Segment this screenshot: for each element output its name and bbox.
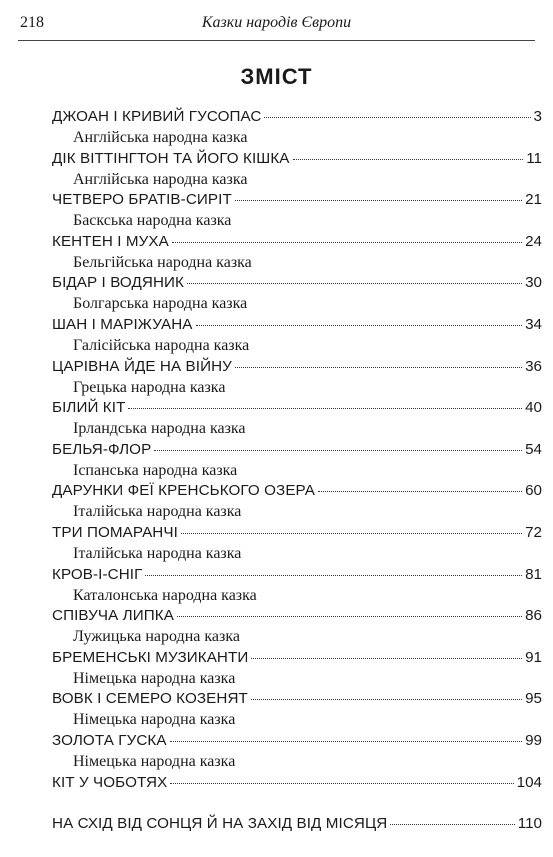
toc-dot-leader [293, 159, 524, 160]
toc-entry-page-number: 72 [525, 523, 542, 541]
toc-entry [52, 316, 542, 358]
toc-entry-line [52, 150, 542, 171]
toc-entry-page-number: 30 [525, 274, 542, 292]
toc-entry-title: ЧЕТВЕРО БРАТІВ-СИРІТ [52, 191, 232, 209]
toc-entry-line [52, 690, 542, 711]
toc-entry-title: ДІК ВІТТІНГТОН ТА ЙОГО КІШКА [52, 149, 290, 167]
toc-entry-subtitle: Лужицька народна казка [73, 628, 240, 646]
toc-entry-page-number: 36 [525, 357, 542, 375]
toc-entry-line [52, 774, 542, 795]
toc-entry-subtitle: Англійська народна казка [73, 170, 248, 188]
toc-entry-page-number: 11 [526, 149, 542, 167]
toc-entry-page-number: 86 [525, 607, 542, 625]
toc-entry-line [52, 566, 542, 587]
toc-entry [52, 441, 542, 483]
toc-entry [52, 774, 542, 816]
toc-entry [52, 482, 542, 524]
toc-entry-subtitle: Німецька народна казка [73, 752, 236, 770]
toc-entry-page-number: 104 [516, 773, 542, 791]
toc-entry [52, 690, 542, 732]
toc-entry [52, 233, 542, 275]
toc-entry-title: БРЕМЕНСЬКІ МУЗИКАНТИ [52, 648, 249, 666]
toc-entry-title: ДАРУНКИ ФЕЇ КРЕНСЬКОГО ОЗЕРА [52, 482, 315, 500]
toc-dot-leader [251, 658, 522, 659]
toc-entry-line [52, 732, 542, 753]
toc-entry-title: ДЖОАН І КРИВИЙ ГУСОПАС [52, 108, 262, 125]
toc-dot-leader [128, 408, 522, 409]
toc-entry-title: НА СХІД ВІД СОНЦЯ Й НА ЗАХІД ВІД МІСЯЦЯ [52, 815, 388, 833]
toc-dot-leader [181, 533, 522, 534]
book-title: Казки народів Європи [201, 14, 352, 31]
toc-entry-subtitle [52, 836, 542, 856]
toc-entry [52, 815, 542, 857]
toc-entry-title: КРОВ-І-СНІГ [52, 565, 143, 583]
toc-entry-line [52, 482, 542, 503]
toc-entry-subtitle: Італійська народна казка [73, 503, 242, 521]
toc-entry [52, 566, 542, 608]
toc-dot-leader [154, 450, 522, 451]
toc-dot-leader [318, 491, 522, 492]
toc-entry-page-number: 54 [525, 440, 542, 458]
running-header [20, 14, 533, 36]
toc-dot-leader [390, 824, 514, 825]
toc-dot-leader [177, 616, 522, 617]
toc-entry [52, 399, 542, 441]
toc-dot-leader [145, 575, 522, 576]
toc-entry [52, 732, 542, 774]
header-divider [18, 40, 535, 41]
toc-entry-title: КЕНТЕН І МУХА [52, 232, 169, 250]
toc-entry-page-number: 24 [525, 232, 542, 250]
toc-entry-page-number: 99 [525, 731, 542, 749]
toc-entry-title: БІЛИЙ КІТ [52, 399, 126, 417]
toc-entry-page-number: 95 [525, 690, 542, 708]
toc-dot-leader [235, 367, 522, 368]
toc-entry-line [52, 233, 542, 254]
toc-entry-line [52, 815, 542, 836]
toc-entry-title: ЦАРІВНА ЙДЕ НА ВІЙНУ [52, 357, 232, 375]
toc-entry-line [52, 399, 542, 420]
toc-entry-line [52, 649, 542, 670]
toc-list [52, 108, 542, 857]
toc-entry-subtitle [52, 795, 542, 815]
toc-entry-page-number: 60 [525, 482, 542, 500]
toc-heading: ЗМІСТ [240, 64, 313, 89]
toc-dot-leader [235, 200, 522, 201]
toc-entry [52, 274, 542, 316]
toc-entry-subtitle: Німецька народна казка [73, 711, 236, 729]
toc-entry-title: БІДАР І ВОДЯНИК [52, 274, 184, 292]
toc-entry-title: ВОВК І СЕМЕРО КОЗЕНЯТ [52, 690, 248, 708]
toc-dot-leader [172, 242, 522, 243]
toc-entry-page-number: 91 [525, 648, 542, 666]
toc-entry-page-number: 81 [525, 565, 542, 583]
toc-entry-title: ЗОЛОТА ГУСКА [52, 731, 167, 749]
toc-entry-title: ШАН І МАРІЖУАНА [52, 315, 193, 333]
toc-entry-page-number: 3 [533, 108, 542, 125]
toc-entry-title: БЕЛЬЯ-ФЛОР [52, 440, 152, 458]
toc-entry-subtitle: Італійська народна казка [73, 544, 242, 562]
toc-entry-subtitle: Баскська народна казка [73, 212, 232, 230]
toc-entry [52, 524, 542, 566]
toc-entry [52, 358, 542, 400]
toc-entry-line [52, 191, 542, 212]
toc-dot-leader [187, 283, 522, 284]
toc-entry-line [52, 441, 542, 462]
toc-entry [52, 150, 542, 192]
toc-entry [52, 191, 542, 233]
toc-entry [52, 607, 542, 649]
toc-entry-subtitle: Бельгійська народна казка [73, 253, 252, 271]
toc-entry-line [52, 108, 542, 129]
toc-entry-page-number: 34 [525, 315, 542, 333]
toc-entry-subtitle: Англійська народна казка [73, 129, 248, 146]
toc-entry-subtitle: Галісійська народна казка [73, 336, 250, 354]
page-number: 218 [20, 14, 44, 31]
toc-entry-line [52, 607, 542, 628]
toc-entry-page-number: 40 [525, 399, 542, 417]
toc-entry-subtitle: Німецька народна казка [73, 669, 236, 687]
toc-entry-title: СПІВУЧА ЛИПКА [52, 607, 174, 625]
toc-entry [52, 649, 542, 691]
toc-dot-leader [170, 783, 513, 784]
toc-entry-page-number: 21 [525, 191, 542, 209]
toc-entry-title: КІТ У ЧОБОТЯХ [52, 773, 168, 791]
toc-entry-title: ТРИ ПОМАРАНЧІ [52, 523, 178, 541]
toc-entry-line [52, 316, 542, 337]
toc-entry-subtitle: Грецька народна казка [73, 378, 226, 396]
toc-dot-leader [264, 117, 530, 118]
toc-entry-line [52, 524, 542, 545]
toc-entry-subtitle: Болгарська народна казка [73, 295, 248, 313]
toc-entry [52, 108, 542, 150]
toc-dot-leader [251, 699, 522, 700]
toc-entry-line [52, 274, 542, 295]
toc-dot-leader [170, 741, 523, 742]
toc-entry-page-number: 110 [517, 815, 542, 833]
toc-entry-subtitle: Іспанська народна казка [73, 461, 238, 479]
toc-entry-subtitle: Ірландська народна казка [73, 420, 246, 438]
toc-dot-leader [196, 325, 523, 326]
toc-entry-subtitle: Каталонська народна казка [73, 586, 257, 604]
toc-entry-line [52, 358, 542, 379]
